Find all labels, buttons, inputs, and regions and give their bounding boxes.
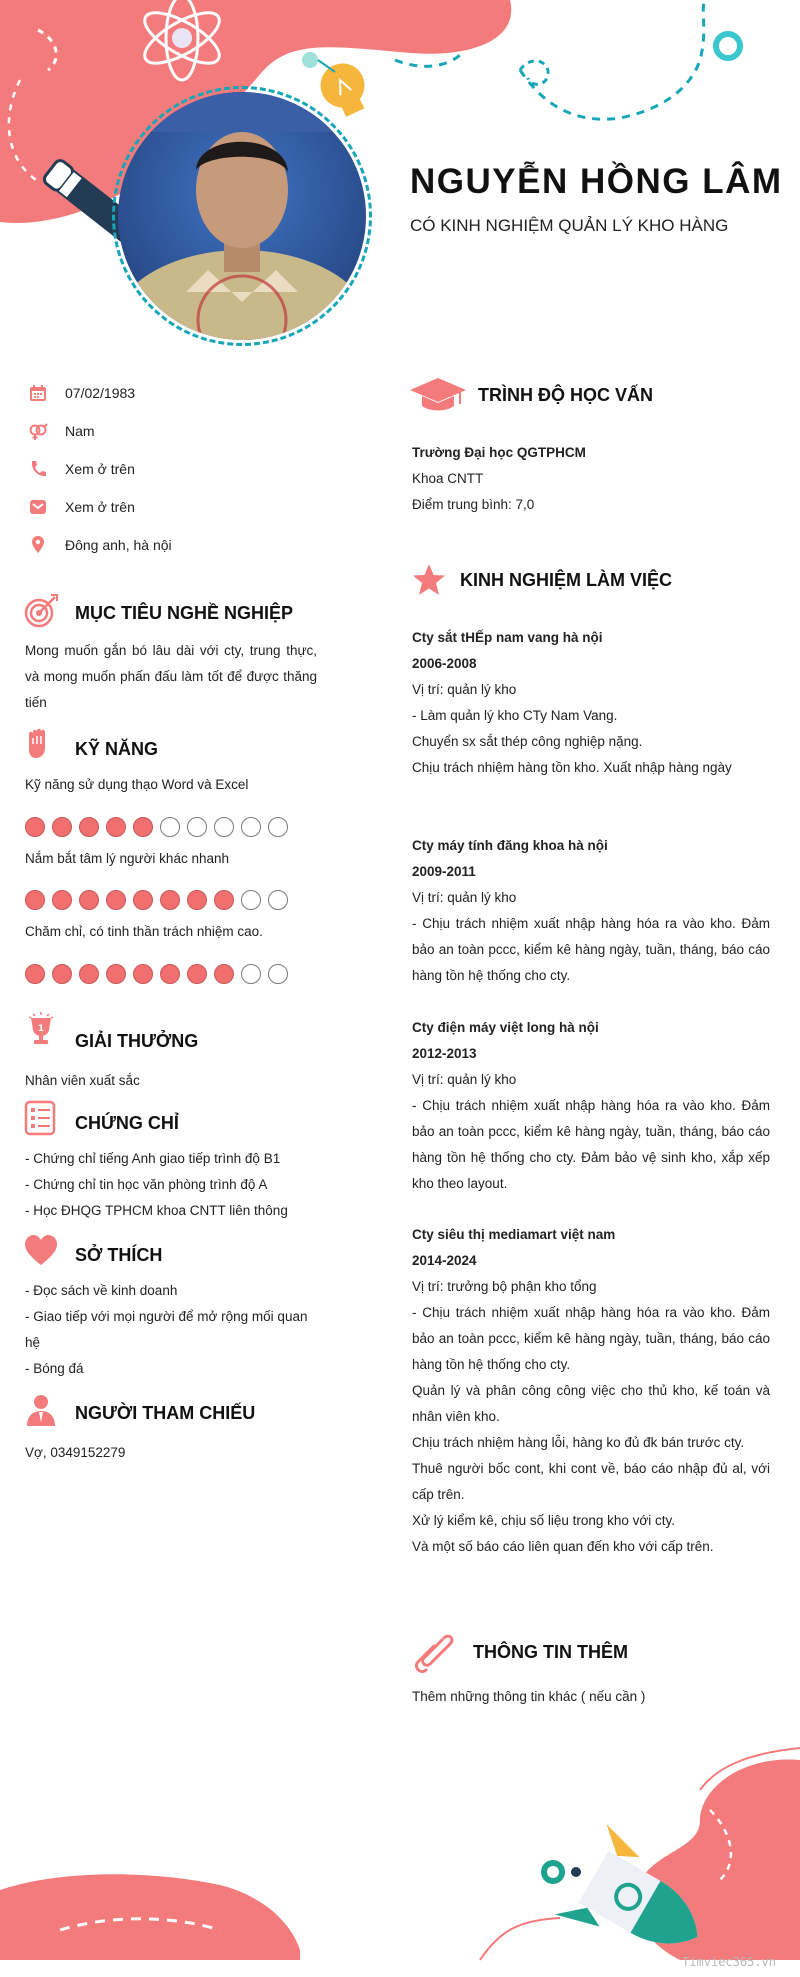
rating-dot-filled [52,964,72,984]
job-line: Chuyển sx sắt thép công nghiệp nặng. [412,734,643,749]
rating-dot-filled [214,890,234,910]
rating-dot-empty [187,817,207,837]
rating-dot-filled [187,890,207,910]
rating-dot-empty [268,817,288,837]
skill-name: Kỹ năng sử dụng thạo Word và Excel [25,777,249,792]
rating-dot-filled [187,964,207,984]
skill-rating [25,890,288,910]
certificates-list [25,1146,325,1224]
rating-dot-filled [133,817,153,837]
job-company: Cty máy tính đăng khoa hà nội [412,838,608,853]
rating-dot-empty [268,890,288,910]
paperclip-icon [414,1632,456,1674]
rating-dot-filled [25,964,45,984]
heart-icon [23,1233,59,1269]
rating-dot-empty [241,817,261,837]
rating-dot-filled [25,817,45,837]
job-line: Thuê người bốc cont, khi cont về, báo cáo nhập đủ al, với cấp trên. [412,1461,770,1502]
person-icon [23,1392,59,1428]
major: Khoa CNTT [412,471,484,486]
job-line: - Chịu trách nhiệm xuất nhập hàng hóa ra vào kho. Đảm bảo an toàn pccc, kiểm kê hàng ngày, tuần, tháng, báo cáo hàng tồn hệ thống cho cty. [412,1305,770,1372]
email-value: Xem ở trên [65,499,135,515]
job-period: 2009-2011 [412,864,476,879]
rating-dot-filled [79,817,99,837]
target-icon [23,593,59,629]
rating-dot-empty [214,817,234,837]
skill-name: Chăm chỉ, có tinh thần trách nhiệm cao. [25,924,263,939]
school-name: Trường Đại học QGTPHCM [412,445,586,460]
gender-icon [28,421,48,441]
rating-dot-empty [160,817,180,837]
awards-title: GIẢI THƯỞNG [75,1031,199,1051]
job-line: Xử lý kiểm kê, chịu số liệu trong kho với cty. [412,1513,675,1528]
rating-dot-filled [133,964,153,984]
job-line: Quản lý và phân công công việc cho thủ kho, kế toán và nhân viên kho. [412,1383,770,1424]
skill-rating [25,817,288,837]
rating-dot-filled [52,890,72,910]
svg-text:1: 1 [37,1024,45,1034]
rating-dot-filled [106,890,126,910]
graduation-cap-icon [410,378,466,412]
rating-dot-filled [160,890,180,910]
job-company: Cty siêu thị mediamart việt nam [412,1227,616,1242]
job-line: Vị trí: quản lý kho [412,682,517,697]
fist-icon [23,726,59,762]
references-text: Vợ, 0349152279 [25,1445,126,1460]
rating-dot-filled [214,964,234,984]
rating-dot-filled [133,890,153,910]
education-title: TRÌNH ĐỘ HỌC VẤN [478,385,653,405]
certificate-icon [23,1100,59,1136]
job-line: - Làm quản lý kho CTy Nam Vang. [412,708,618,723]
hobby-item: - Đọc sách về kinh doanh [25,1283,178,1298]
rating-dot-filled [79,964,99,984]
avatar [118,92,366,340]
job-line: Vị trí: trưởng bộ phận kho tổng [412,1279,597,1294]
candidate-title: CÓ KINH NGHIỆM QUẢN LÝ KHO HÀNG [410,216,729,235]
rating-dot-filled [52,817,72,837]
experience-title: KINH NGHIỆM LÀM VIỆC [460,570,673,590]
rating-dot-filled [79,890,99,910]
skills-title: KỸ NĂNG [75,739,159,759]
rating-dot-empty [268,964,288,984]
more-info-title: THÔNG TIN THÊM [473,1642,628,1662]
watermark: Timviec365.vn [682,1955,776,1969]
gpa: Điểm trung bình: 7,0 [412,497,535,512]
phone-icon [28,459,48,479]
job-line: Vị trí: quản lý kho [412,890,517,905]
skill-name: Nắm bắt tâm lý người khác nhanh [25,851,229,866]
candidate-name: NGUYỄN HỒNG LÂM [410,162,783,201]
rating-dot-filled [106,964,126,984]
birthday-value: 07/02/1983 [65,385,136,401]
certificate-item: - Học ĐHQG TPHCM khoa CNTT liên thông [25,1203,288,1218]
references-title: NGƯỜI THAM CHIẾU [75,1403,256,1423]
job-company: Cty điện máy việt long hà nội [412,1020,599,1035]
objective-text: Mong muốn gắn bó lâu dài với cty, trung thực, và mong muốn phấn đấu làm tốt để được thăng tiến [25,643,317,710]
education-body [412,440,770,518]
certificate-item: - Chứng chỉ tin học văn phòng trình độ A [25,1177,268,1192]
skill-rating [25,964,288,984]
job-line: Chịu trách nhiệm hàng tồn kho. Xuất nhập hàng ngày [412,760,732,775]
job-entry [412,1015,770,1197]
job-entry [412,833,770,989]
job-line: - Chịu trách nhiệm xuất nhập hàng hóa ra vào kho. Đảm bảo an toàn pccc, kiểm kê hàng ngày, tuần, tháng, báo cáo hàng tồn hệ thống cho cty. Đảm bảo vệ sinh kho, xắp xếp kho theo layout. [412,1098,770,1191]
job-line: Và một số báo cáo liên quan đến kho với cấp trên. [412,1539,714,1554]
job-period: 2006-2008 [412,656,477,671]
awards-text: Nhân viên xuất sắc [25,1073,140,1088]
hobbies-title: SỞ THÍCH [75,1245,163,1265]
phone-value: Xem ở trên [65,461,135,477]
rating-dot-filled [106,817,126,837]
objective-title: MỤC TIÊU NGHỀ NGHIỆP [75,603,294,623]
trophy-icon [23,1010,59,1046]
calendar-icon [28,383,48,403]
job-line: - Chịu trách nhiệm xuất nhập hàng hóa ra vào kho. Đảm bảo an toàn pccc, kiểm kê hàng ngày, tuần, tháng, báo cáo hàng tồn hệ thống cho cty. [412,916,770,983]
address-value: Đông anh, hà nội [65,537,172,553]
gender-value: Nam [65,423,95,439]
job-line: Chịu trách nhiệm hàng lỗi, hàng ko đủ đk bán trước cty. [412,1435,745,1450]
certificates-title: CHỨNG CHỈ [75,1113,179,1133]
rating-dot-empty [241,890,261,910]
location-icon [28,535,48,555]
job-entry [412,1222,770,1560]
rating-dot-filled [25,890,45,910]
email-icon [28,497,48,517]
hobbies-list [25,1278,325,1382]
hobby-item: - Giao tiếp với mọi người để mở rộng mối quan hệ [25,1309,308,1350]
rating-dot-filled [160,964,180,984]
job-period: 2012-2013 [412,1046,477,1061]
job-period: 2014-2024 [412,1253,477,1268]
hobby-item: - Bóng đá [25,1361,84,1376]
certificate-item: - Chứng chỉ tiếng Anh giao tiếp trình độ B1 [25,1151,281,1166]
more-info-text: Thêm những thông tin khác ( nếu cần ) [412,1689,646,1704]
job-entry [412,625,770,781]
star-icon [412,563,446,597]
job-company: Cty sắt tHẾp nam vang hà nội [412,630,603,645]
rating-dot-empty [241,964,261,984]
job-line: Vị trí: quản lý kho [412,1072,517,1087]
